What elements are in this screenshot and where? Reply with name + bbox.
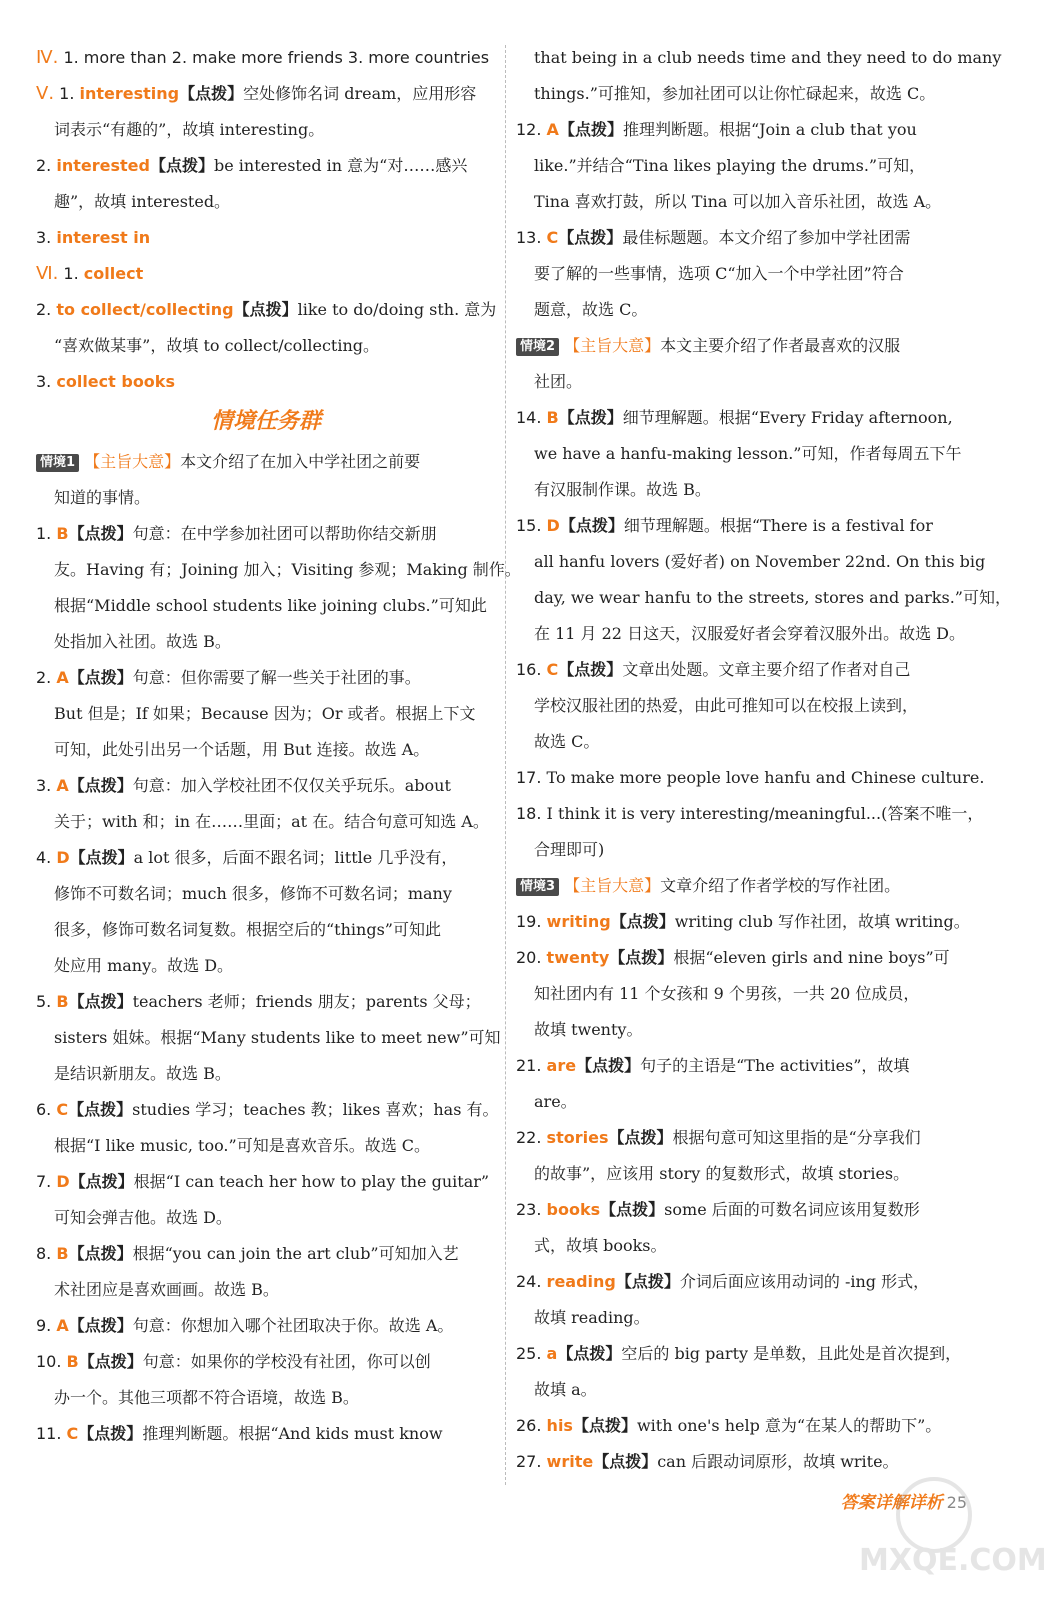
- answer-item-continued: [516, 472, 986, 508]
- explanation: all hanfu lovers (爱好者) on November 22nd. On this big: [534, 552, 986, 571]
- section-v-item-2: [36, 148, 496, 184]
- tip-label: 【点拨】: [78, 1424, 143, 1443]
- answer-item-continued: [36, 1380, 496, 1416]
- tip-label: 【点拨】: [610, 912, 675, 931]
- explanation: 根据句意可知这里指的是“分享我们: [672, 1128, 921, 1147]
- explanation: like.”并结合“Tina likes playing the drums.”可知，: [534, 156, 926, 175]
- answer-item-continued: [516, 580, 1011, 616]
- section-v-item-1: [36, 76, 496, 112]
- explanation: 处指加入社团。故选 B。: [54, 632, 231, 651]
- answer-item-continued: [36, 552, 521, 588]
- item-number: 5.: [36, 992, 52, 1011]
- tip-label: 【点拨】: [68, 1316, 133, 1335]
- answer-item-continued: [516, 1300, 986, 1336]
- explanation: 知社团内有 11 个女孩和 9 个男孩，一共 20 位成员，: [534, 984, 920, 1003]
- answer: B: [56, 1244, 69, 1263]
- explanation: 空后的 big party 是单数，且此处是首次提到，: [621, 1344, 962, 1363]
- answer: C: [56, 1100, 69, 1119]
- item-number: 27.: [516, 1452, 542, 1471]
- answer-text: 1. more than 2. make more friends 3. more countries: [63, 48, 490, 67]
- answer: B: [546, 408, 559, 427]
- answer: twenty: [546, 948, 610, 967]
- answer-item-continued: [516, 544, 986, 580]
- tip-label: 【点拨】: [149, 156, 214, 175]
- explanation: 式，故填 books。: [534, 1236, 667, 1255]
- answer-item: [36, 840, 496, 876]
- explanation: 根据“I can teach her how to play the guitar”: [133, 1172, 490, 1191]
- item-number: 2.: [36, 668, 52, 687]
- explanation: teachers 老师；friends 朋友；parents 父母；: [132, 992, 481, 1011]
- explanation: 要了解的一些事情，选项 C“加入一个中学社团”符合: [534, 264, 904, 283]
- roman-numeral-v: Ⅴ.: [36, 83, 55, 104]
- explanation: 故填 twenty。: [534, 1020, 643, 1039]
- item-number: 3.: [36, 776, 52, 795]
- main-idea-text: 本文介绍了在加入中学社团之前要: [180, 452, 421, 471]
- answer-item: [36, 768, 496, 804]
- explanation: 句意：如果你的学校没有社团，你可以创: [142, 1352, 431, 1371]
- answer-item-continued: [516, 976, 986, 1012]
- answer-item-continued: that being in a club needs time and they need to do many: [534, 48, 1002, 67]
- main-idea-label: 【主旨大意】: [564, 876, 661, 895]
- item-number: 4.: [36, 848, 52, 867]
- right-column: [516, 40, 1011, 1480]
- tip-label: 【点拨】: [68, 1100, 133, 1119]
- answer-item: [36, 1308, 496, 1344]
- explanation: 根据“Middle school students like joining clubs.”可知此: [54, 596, 487, 615]
- column-divider: [505, 45, 506, 1485]
- answer-item-continued: [36, 912, 496, 948]
- answer-item-continued: [516, 688, 986, 724]
- answer-item-continued: things.”可推知，参加社团可以让你忙碌起来，故选 C。: [534, 84, 936, 103]
- tip-label: 【点拨】: [600, 1200, 665, 1219]
- answer-item: [516, 1264, 986, 1300]
- explanation: But 但是；If 如果；Because 因为；Or 或者。根据上下文: [54, 704, 476, 723]
- item-number: 1.: [63, 264, 79, 283]
- answer-item-continued: [516, 832, 986, 868]
- answer-item: [516, 1336, 986, 1372]
- scenario-1-header: [36, 444, 496, 480]
- item-number: 3.: [36, 228, 52, 247]
- item-number: 3.: [36, 372, 52, 391]
- answer: books: [546, 1200, 601, 1219]
- answer-item: [36, 984, 496, 1020]
- section-iv: [36, 40, 496, 76]
- explanation-continued: 词表示“有趣的”，故填 interesting。: [54, 120, 325, 139]
- explanation: 介词后面应该用动词的 -ing 形式，: [679, 1272, 930, 1291]
- answer: C: [66, 1424, 79, 1443]
- section-vi-item-1: [36, 256, 496, 292]
- answer: collect: [83, 264, 144, 283]
- item-number: 20.: [516, 948, 542, 967]
- explanation: writing club 写作社团，故填 writing。: [674, 912, 970, 931]
- explanation-continued: 趣”，故填 interested。: [54, 192, 231, 211]
- tip-label: 【点拨】: [179, 84, 244, 103]
- explanation: 题意，故选 C。: [534, 300, 648, 319]
- watermark-logo: [849, 1470, 1047, 1580]
- answer: B: [56, 992, 69, 1011]
- item-11-continued: [516, 40, 1002, 112]
- tip-label: 【点拨】: [233, 300, 298, 319]
- footer-title: 答案详解详析: [840, 1493, 943, 1513]
- explanation: 的故事”，应该用 story 的复数形式，故填 stories。: [534, 1164, 910, 1183]
- explanation: 句意：但你需要了解一些关于社团的事。: [132, 668, 421, 687]
- explanation: can 后跟动词原形，故填 write。: [657, 1452, 899, 1471]
- item-number: 16.: [516, 660, 542, 679]
- answer-item-continued: [36, 1200, 496, 1236]
- answer: C: [546, 660, 559, 679]
- explanation: 根据“eleven girls and nine boys”可: [673, 948, 950, 967]
- answer-item-continued: [36, 804, 496, 840]
- section-v-item-3: [36, 220, 496, 256]
- answer-item: [516, 796, 986, 832]
- answer-item-continued: [36, 588, 496, 624]
- answer-item-continued: [516, 292, 986, 328]
- item-number: 22.: [516, 1128, 542, 1147]
- watermark-text: MXQE.COM: [859, 1543, 1047, 1578]
- explanation: some 后面的可数名词应该用复数形: [664, 1200, 920, 1219]
- explanation: 句意：在中学参加社团可以帮助你结交新朋: [132, 524, 437, 543]
- answer-item-continued: [36, 1020, 501, 1056]
- answer-item: [516, 940, 986, 976]
- answer-item-continued: [516, 616, 986, 652]
- answer-item-continued: [516, 724, 986, 760]
- answer-item: [36, 660, 496, 696]
- answer-item-continued: [36, 1272, 496, 1308]
- explanation-continued: “喜欢做某事”，故填 to collect/collecting。: [54, 336, 380, 355]
- explanation: I think it is very interesting/meaningful...(答案不唯一，: [546, 804, 984, 823]
- item-number: 7.: [36, 1172, 52, 1191]
- roman-numeral-vi: Ⅵ.: [36, 263, 59, 284]
- explanation: 学校汉服社团的热爱，由此可推知可以在校报上读到，: [534, 696, 919, 715]
- scenario-badge: 情境1: [36, 454, 79, 472]
- tip-label: 【点拨】: [576, 1056, 641, 1075]
- answer: interest in: [56, 228, 151, 247]
- item-number: 14.: [516, 408, 542, 427]
- answer: to collect/collecting: [56, 300, 234, 319]
- answer: C: [546, 228, 559, 247]
- answer: collect books: [56, 372, 175, 391]
- section-title: 情境任务群: [210, 409, 321, 434]
- explanation: 最佳标题题。本文介绍了参加中学社团需: [622, 228, 911, 247]
- answer: write: [546, 1452, 594, 1471]
- answer: A: [546, 120, 559, 139]
- tip-label: 【点拨】: [68, 668, 133, 687]
- scenario-3-header: [516, 868, 986, 904]
- tip-label: 【点拨】: [558, 228, 623, 247]
- explanation: 故选 C。: [534, 732, 600, 751]
- answer: his: [546, 1416, 573, 1435]
- left-answer-list: [36, 516, 521, 1452]
- answer-item: [516, 652, 986, 688]
- item-number: 8.: [36, 1244, 52, 1263]
- answer-item-continued: [516, 1228, 986, 1264]
- section-vi-item-3: [36, 364, 496, 400]
- left-column: [36, 40, 521, 1452]
- answer-item-continued: [516, 1372, 986, 1408]
- tip-label: 【点拨】: [78, 1352, 143, 1371]
- explanation: 很多，修饰可数名词复数。根据空后的“things”可知此: [54, 920, 441, 939]
- explanation: day, we wear hanfu to the streets, stores and parks.”可知，: [534, 588, 1011, 607]
- tip-label: 【点拨】: [68, 992, 133, 1011]
- roman-numeral-iv: Ⅳ.: [36, 47, 59, 68]
- tip-label: 【点拨】: [69, 1172, 134, 1191]
- item-number: 10.: [36, 1352, 62, 1371]
- item-number: 6.: [36, 1100, 52, 1119]
- item-number: 23.: [516, 1200, 542, 1219]
- explanation: 根据“you can join the art club”可知加入艺: [132, 1244, 459, 1263]
- explanation: 句意：你想加入哪个社团取决于你。故选 A。: [132, 1316, 454, 1335]
- answer: D: [56, 848, 70, 867]
- explanation: sisters 姐妹。根据“Many students like to meet new”可知: [54, 1028, 501, 1047]
- item-number: 18.: [516, 804, 542, 823]
- main-idea-text: 本文主要介绍了作者最喜欢的汉服: [660, 336, 901, 355]
- answer-item-continued: [36, 1056, 496, 1092]
- item-number: 19.: [516, 912, 542, 931]
- item-number: 11.: [36, 1424, 62, 1443]
- answer-item-continued: [36, 948, 496, 984]
- item-number: 1.: [36, 524, 52, 543]
- answer-item: [36, 1416, 496, 1452]
- tip-label: 【点拨】: [593, 1452, 658, 1471]
- item-number: 15.: [516, 516, 542, 535]
- item-number: 24.: [516, 1272, 542, 1291]
- answer-item: [516, 508, 986, 544]
- explanation: 可知，此处引出另一个话题，用 But 连接。故选 A。: [54, 740, 430, 759]
- scenario-badge: 情境2: [516, 338, 559, 356]
- explanation: 修饰不可数名词；much 很多，修饰不可数名词；many: [54, 884, 452, 903]
- answer: A: [56, 1316, 69, 1335]
- tip-label: 【点拨】: [558, 408, 623, 427]
- explanation: 关于；with 和；in 在……里面；at 在。结合句意可知选 A。: [54, 812, 489, 831]
- item-number: 12.: [516, 120, 542, 139]
- tip-label: 【点拨】: [558, 120, 623, 139]
- main-idea-label: 【主旨大意】: [564, 336, 661, 355]
- answer-item: [516, 1120, 986, 1156]
- explanation: 空处修饰名词 dream，应用形容: [243, 84, 477, 103]
- explanation: 有汉服制作课。故选 B。: [534, 480, 711, 499]
- answer-item: [36, 1164, 496, 1200]
- item-number: 13.: [516, 228, 542, 247]
- answer-item-continued: [516, 1156, 986, 1192]
- tip-label: 【点拨】: [609, 948, 674, 967]
- explanation: Tina 喜欢打鼓，所以 Tina 可以加入音乐社团，故选 A。: [534, 192, 942, 211]
- answer: writing: [546, 912, 611, 931]
- explanation: 合理即可): [534, 840, 605, 859]
- explanation: with one's help 意为“在某人的帮助下”。: [636, 1416, 942, 1435]
- answer: B: [56, 524, 69, 543]
- item-number: 26.: [516, 1416, 542, 1435]
- explanation: 友。Having 有；Joining 加入；Visiting 参观；Making 制作。: [54, 560, 521, 579]
- answer-item: [516, 400, 986, 436]
- explanation: 句子的主语是“The activities”，故填: [640, 1056, 910, 1075]
- explanation: 句意：加入学校社团不仅仅关乎玩乐。about: [132, 776, 451, 795]
- item-number: 9.: [36, 1316, 52, 1335]
- answer: A: [56, 668, 69, 687]
- answer-item-continued: [36, 696, 496, 732]
- right-answer-list-b: [516, 400, 1011, 868]
- explanation: are。: [534, 1092, 577, 1111]
- main-idea-label: 【主旨大意】: [84, 452, 181, 471]
- explanation: 办一个。其他三项都不符合语境，故选 B。: [54, 1388, 359, 1407]
- tip-label: 【点拨】: [557, 1344, 622, 1363]
- explanation: 推理判断题。根据“Join a club that you: [622, 120, 917, 139]
- tip-label: 【点拨】: [68, 776, 133, 795]
- answer-item: [36, 516, 496, 552]
- answer-item: [36, 1344, 496, 1380]
- answer-item: [516, 1048, 986, 1084]
- answer: are: [546, 1056, 577, 1075]
- answer-item-continued: [516, 1012, 986, 1048]
- explanation: 处应用 many。故选 D。: [54, 956, 234, 975]
- tip-label: 【点拨】: [69, 848, 134, 867]
- answer-item: [516, 904, 986, 940]
- item-number: 21.: [516, 1056, 542, 1075]
- answer-item: [516, 1192, 986, 1228]
- answer-item-continued: [516, 256, 986, 292]
- explanation: be interested in 意为“对……感兴: [213, 156, 468, 175]
- main-idea-continued: 知道的事情。: [54, 488, 151, 507]
- explanation: a lot 很多，后面不跟名词；little 几乎没有，: [133, 848, 458, 867]
- explanation: 文章出处题。文章主要介绍了作者对自己: [622, 660, 911, 679]
- explanation: studies 学习；teaches 教；likes 喜欢；has 有。: [132, 1100, 499, 1119]
- page-number: 25: [946, 1493, 967, 1512]
- answer-item-continued: [516, 436, 986, 472]
- right-answer-list-c: [516, 904, 986, 1480]
- answer: D: [56, 1172, 70, 1191]
- answer-item: [36, 1236, 496, 1272]
- explanation: we have a hanfu-making lesson.”可知，作者每周五下午: [534, 444, 962, 463]
- answer-item-continued: [516, 184, 986, 220]
- explanation: 根据“I like music, too.”可知是喜欢音乐。故选 C。: [54, 1136, 431, 1155]
- tip-label: 【点拨】: [608, 1128, 673, 1147]
- explanation: 推理判断题。根据“And kids must know: [142, 1424, 443, 1443]
- scenario-2-header: [516, 328, 986, 364]
- explanation: 术社团应是喜欢画画。故选 B。: [54, 1280, 279, 1299]
- answer-item: [516, 1408, 986, 1444]
- item-number: 17.: [516, 768, 542, 787]
- tip-label: 【点拨】: [572, 1416, 637, 1435]
- item-number: 1.: [59, 84, 75, 103]
- answer: interesting: [79, 84, 180, 103]
- tip-label: 【点拨】: [559, 516, 624, 535]
- explanation: 在 11 月 22 日这天，汉服爱好者会穿着汉服外出。故选 D。: [534, 624, 965, 643]
- answer-item-continued: [36, 876, 496, 912]
- explanation: 可知会弹吉他。故选 D。: [54, 1208, 232, 1227]
- answer: reading: [546, 1272, 616, 1291]
- answer: A: [56, 776, 69, 795]
- explanation: 故填 a。: [534, 1380, 597, 1399]
- section-vi-item-2: [36, 292, 496, 328]
- explanation: To make more people love hanfu and Chinese culture.: [546, 768, 985, 787]
- tip-label: 【点拨】: [558, 660, 623, 679]
- main-idea-continued: 社团。: [534, 372, 583, 391]
- answer-item-continued: [36, 732, 496, 768]
- item-number: 2.: [36, 300, 52, 319]
- explanation: 是结识新朋友。故选 B。: [54, 1064, 231, 1083]
- explanation: like to do/doing sth. 意为: [297, 300, 497, 319]
- scenario-badge: 情境3: [516, 878, 559, 896]
- main-idea-text: 文章介绍了作者学校的写作社团。: [660, 876, 901, 895]
- explanation: 故填 reading。: [534, 1308, 650, 1327]
- tip-label: 【点拨】: [615, 1272, 680, 1291]
- answer: stories: [546, 1128, 609, 1147]
- item-number: 2.: [36, 156, 52, 175]
- answer: B: [66, 1352, 79, 1371]
- item-number: 25.: [516, 1344, 542, 1363]
- answer-item-continued: [516, 148, 986, 184]
- answer-item: [516, 220, 986, 256]
- answer: a: [546, 1344, 558, 1363]
- right-answer-list-a: [516, 112, 986, 328]
- answer: interested: [56, 156, 150, 175]
- answer: D: [546, 516, 560, 535]
- answer-item-continued: [36, 624, 496, 660]
- answer-item: [36, 1092, 499, 1128]
- answer-item-continued: [516, 1084, 986, 1120]
- answer-item: [516, 760, 986, 796]
- tip-label: 【点拨】: [68, 1244, 133, 1263]
- tip-label: 【点拨】: [68, 524, 133, 543]
- explanation: 细节理解题。根据“Every Friday afternoon,: [622, 408, 953, 427]
- answer-item: [516, 112, 986, 148]
- explanation: 细节理解题。根据“There is a festival for: [623, 516, 933, 535]
- answer-item-continued: [36, 1128, 496, 1164]
